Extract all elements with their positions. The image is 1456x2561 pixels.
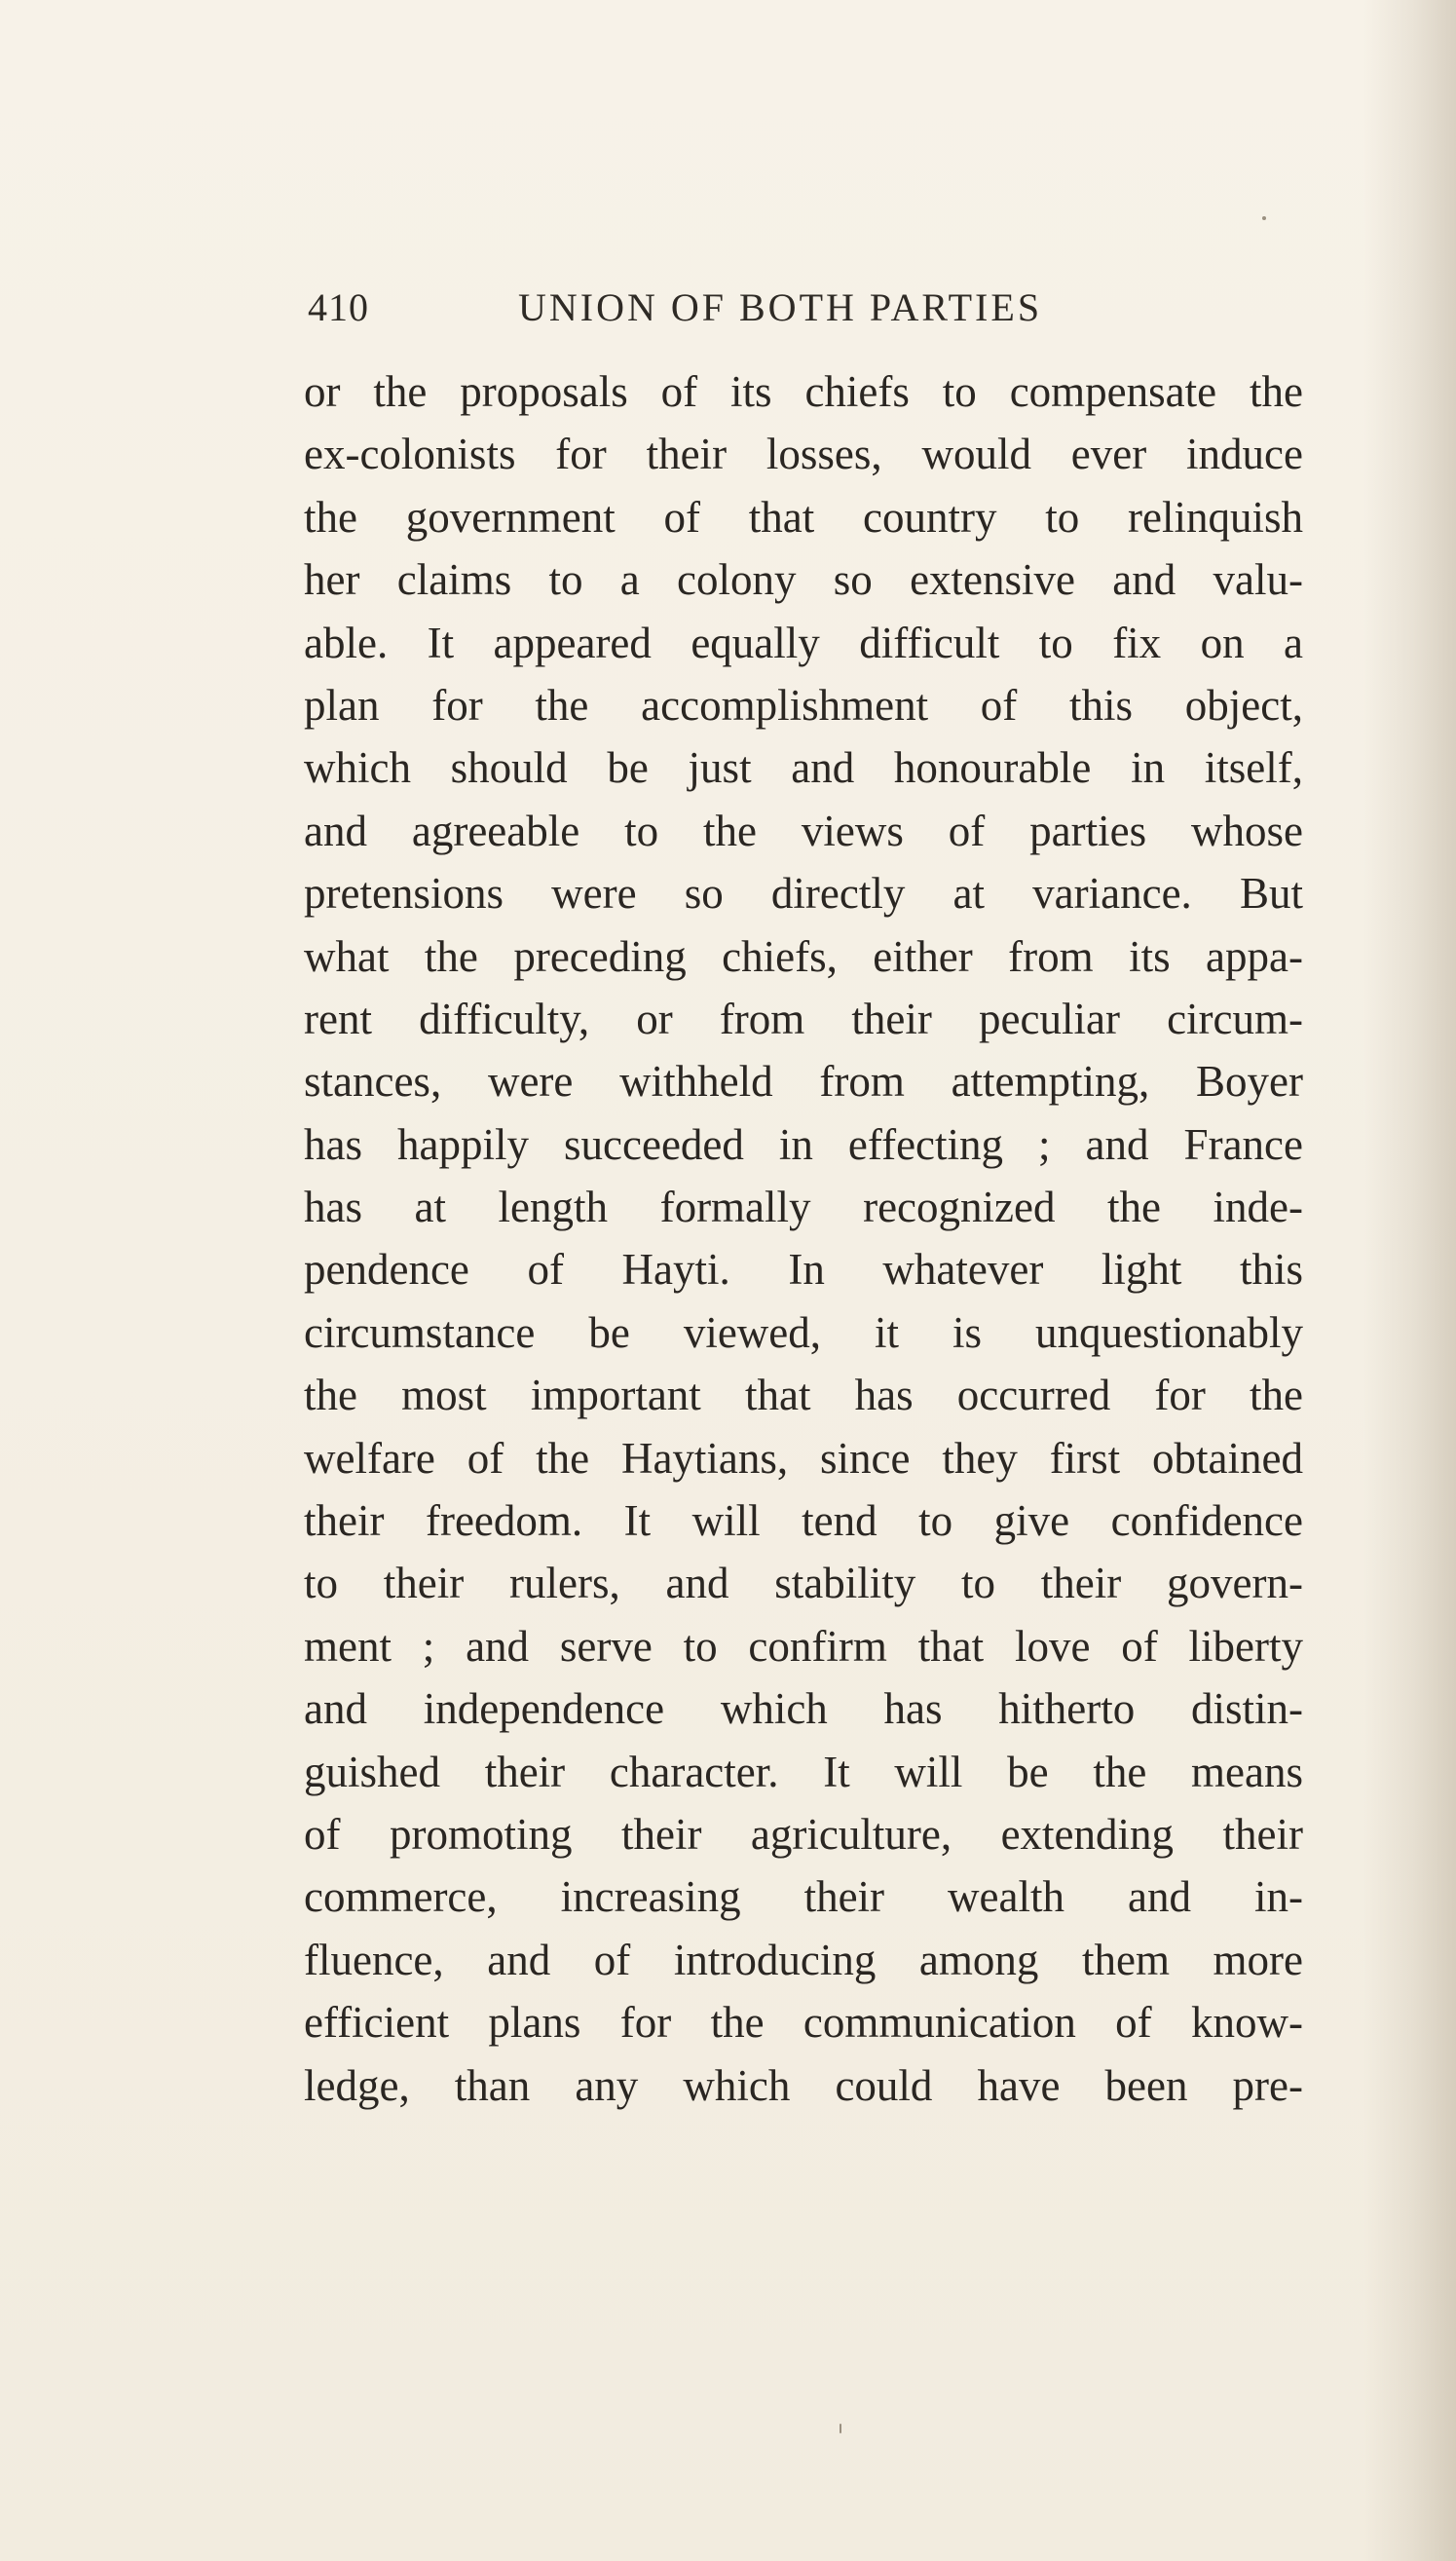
running-head: [308, 284, 1301, 333]
text-line: commerce, increasing their wealth and in-: [304, 1872, 1303, 1922]
running-title: UNION OF BOTH PARTIES: [518, 285, 1043, 329]
text-line: guished their character. It will be the means: [304, 1747, 1303, 1796]
text-line: pretensions were so directly at variance. But: [304, 869, 1303, 919]
text-line: ex-colonists for their losses, would ever induce: [304, 430, 1303, 479]
text-line: efficient plans for the communication of know-: [304, 1998, 1303, 2048]
text-line: welfare of the Haytians, since they first obtained: [304, 1433, 1303, 1483]
text-line: circumstance be viewed, it is unquestionably: [304, 1307, 1303, 1357]
text-line: plan for the accomplishment of this object,: [304, 680, 1303, 730]
text-line: of promoting their agriculture, extending their: [304, 1809, 1303, 1859]
text-line: has happily succeeded in effecting ; and France: [304, 1119, 1303, 1169]
text-line: fluence, and of introducing among them more: [304, 1935, 1303, 1984]
text-line: has at length formally recognized the inde-: [304, 1183, 1303, 1232]
text-line: what the preceding chiefs, either from its appa-: [304, 931, 1303, 981]
body-text: [304, 360, 1303, 2117]
text-line: ledge, than any which could have been pre-: [304, 2060, 1303, 2110]
paper-speck: [1262, 216, 1266, 220]
text-line: stances, were withheld from attempting, Boyer: [304, 1057, 1303, 1107]
text-line: to their rulers, and stability to their govern-: [304, 1559, 1303, 1608]
text-line: the government of that country to relinquish: [304, 492, 1303, 542]
text-line: ment ; and serve to confirm that love of liberty: [304, 1621, 1303, 1671]
text-line: and independence which has hitherto distin-: [304, 1684, 1303, 1734]
text-line: pendence of Hayti. In whatever light this: [304, 1245, 1303, 1295]
text-line: her claims to a colony so extensive and valu-: [304, 555, 1303, 605]
text-line: their freedom. It will tend to give confidence: [304, 1496, 1303, 1546]
text-line: able. It appeared equally difficult to fix on a: [304, 618, 1303, 667]
text-line: which should be just and honourable in itself,: [304, 743, 1303, 793]
text-line: or the proposals of its chiefs to compensate the: [304, 367, 1303, 416]
text-line: the most important that has occurred for the: [304, 1371, 1303, 1420]
text-line: rent difficulty, or from their peculiar circum-: [304, 994, 1303, 1043]
text-line: and agreeable to the views of parties whose: [304, 806, 1303, 855]
paper-speck: [840, 2424, 841, 2433]
page-number: 410: [308, 285, 369, 329]
